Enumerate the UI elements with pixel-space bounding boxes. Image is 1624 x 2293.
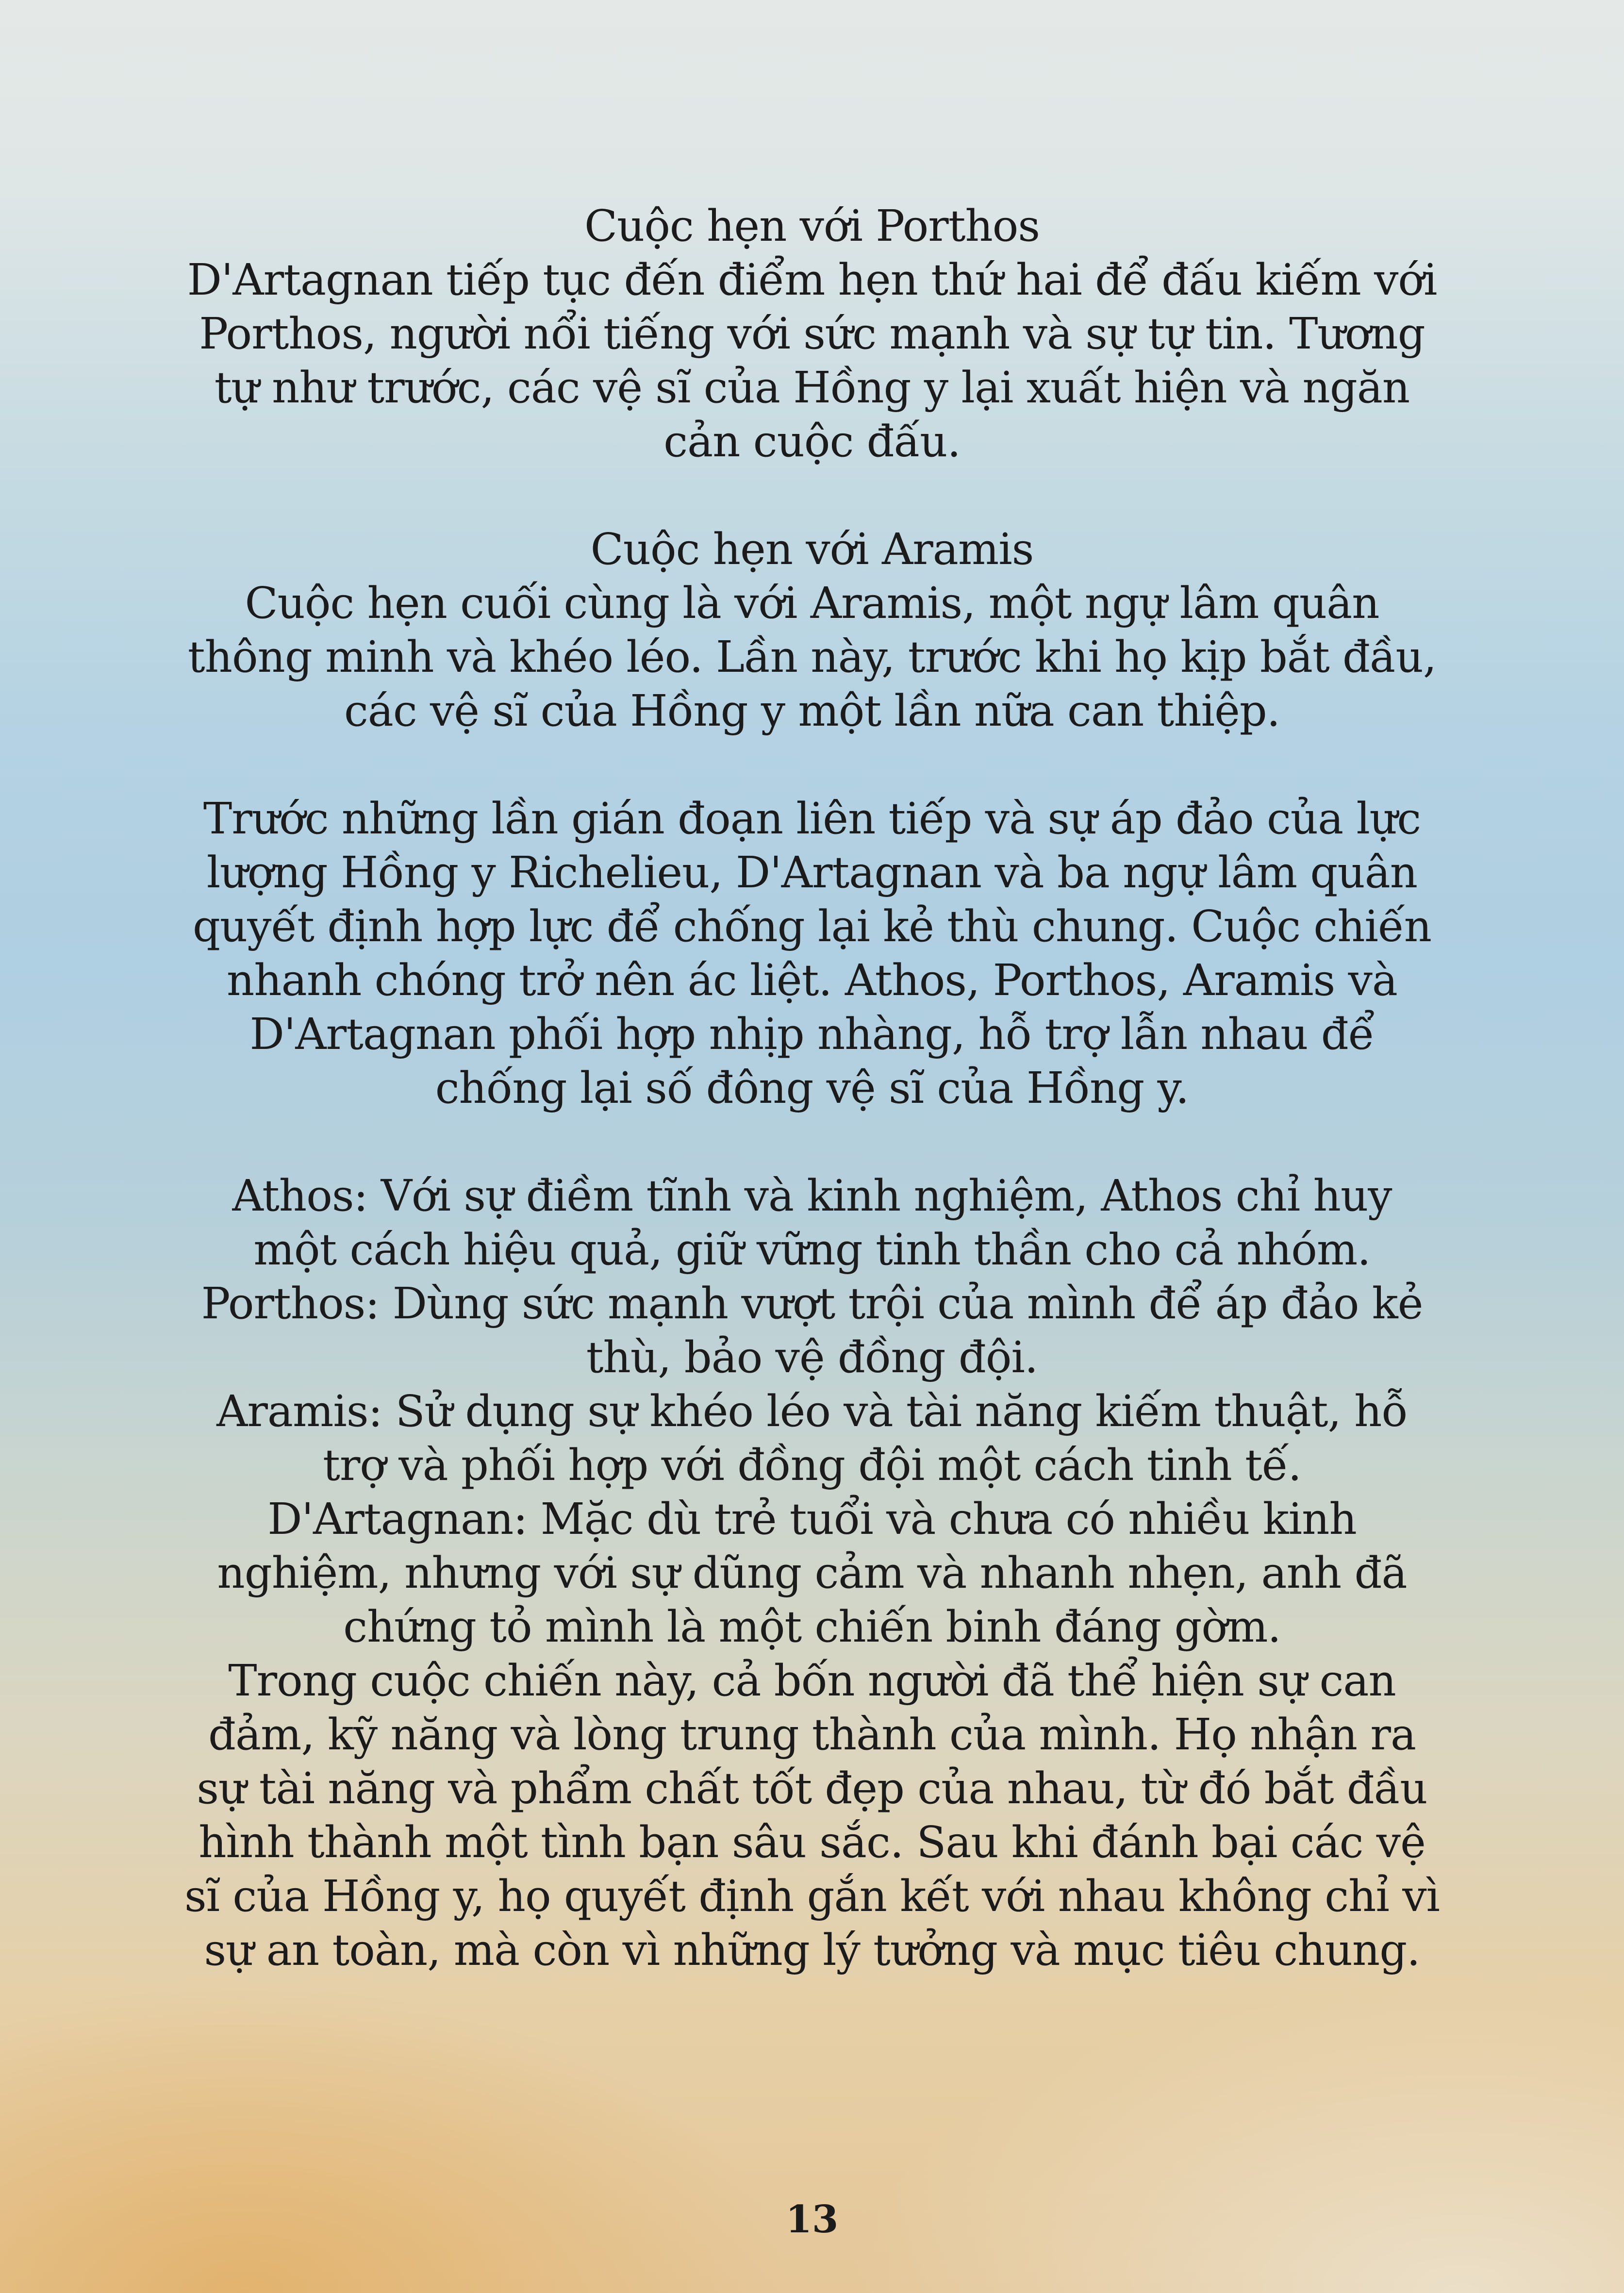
section-body-porthos: D'Artagnan tiếp tục đến điểm hẹn thứ hai để đấu kiếm với Porthos, người nổi tiếng với sức mạnh và sự tự tin. Tương tự như trước, các vệ sĩ của Hồng y lại xuất hiện và ngăn cản cuộc đấu. — [187, 254, 1437, 466]
conclusion-paragraph: Trong cuộc chiến này, cả bốn người đã thể hiện sự can đảm, kỹ năng và lòng trung thành của mình. Họ nhận ra sự tài năng và phẩm chất tốt đẹp của nhau, từ đó bắt đầu hình thành một tình bạn sâu sắc. Sau khi đánh bại các vệ sĩ của Hồng y, họ quyết định gắn kết với nhau không chỉ vì sự an toàn, mà còn vì những lý tưởng và mục tiêu chung. — [184, 1655, 1440, 1975]
role-porthos: Porthos: Dùng sức mạnh vượt trội của mình để áp đảo kẻ thù, bảo vệ đồng đội. — [201, 1278, 1423, 1382]
page-number: 13 — [785, 2197, 839, 2242]
section-body-alliance: Trước những lần gián đoạn liên tiếp và sự áp đảo của lực lượng Hồng y Richelieu, D'Artagnan và ba ngự lâm quân quyết định hợp lực để chống lại kẻ thù chung. Cuộc chiến nhanh chóng trở nên ác liệt. Athos, Porthos, Aramis và D'Artagnan phối hợp nhịp nhàng, hỗ trợ lẫn nhau để chống lại số đông vệ sĩ của Hồng y. — [192, 793, 1432, 1113]
section-roles — [184, 1169, 1440, 1977]
section-porthos — [184, 199, 1440, 468]
section-aramis — [184, 522, 1440, 738]
page-content — [184, 199, 1440, 2031]
role-dartagnan: D'Artagnan: Mặc dù trẻ tuổi và chưa có nhiều kinh nghiệm, nhưng với sự dũng cảm và nhanh nhẹn, anh đã chứng tỏ mình là một chiến binh đáng gờm. — [217, 1494, 1407, 1652]
section-title-porthos: Cuộc hẹn với Porthos — [584, 200, 1040, 251]
section-title-aramis: Cuộc hẹn với Aramis — [590, 524, 1034, 574]
section-body-aramis: Cuộc hẹn cuối cùng là với Aramis, một ngự lâm quân thông minh và khéo léo. Lần này, trước khi họ kịp bắt đầu, các vệ sĩ của Hồng y một lần nữa can thiệp. — [187, 578, 1437, 736]
role-athos: Athos: Với sự điềm tĩnh và kinh nghiệm, Athos chỉ huy một cách hiệu quả, giữ vững tinh thần cho cả nhóm. — [232, 1170, 1392, 1275]
role-aramis: Aramis: Sử dụng sự khéo léo và tài năng kiếm thuật, hỗ trợ và phối hợp với đồng đội một cách tinh tế. — [216, 1386, 1408, 1490]
section-alliance — [184, 792, 1440, 1115]
